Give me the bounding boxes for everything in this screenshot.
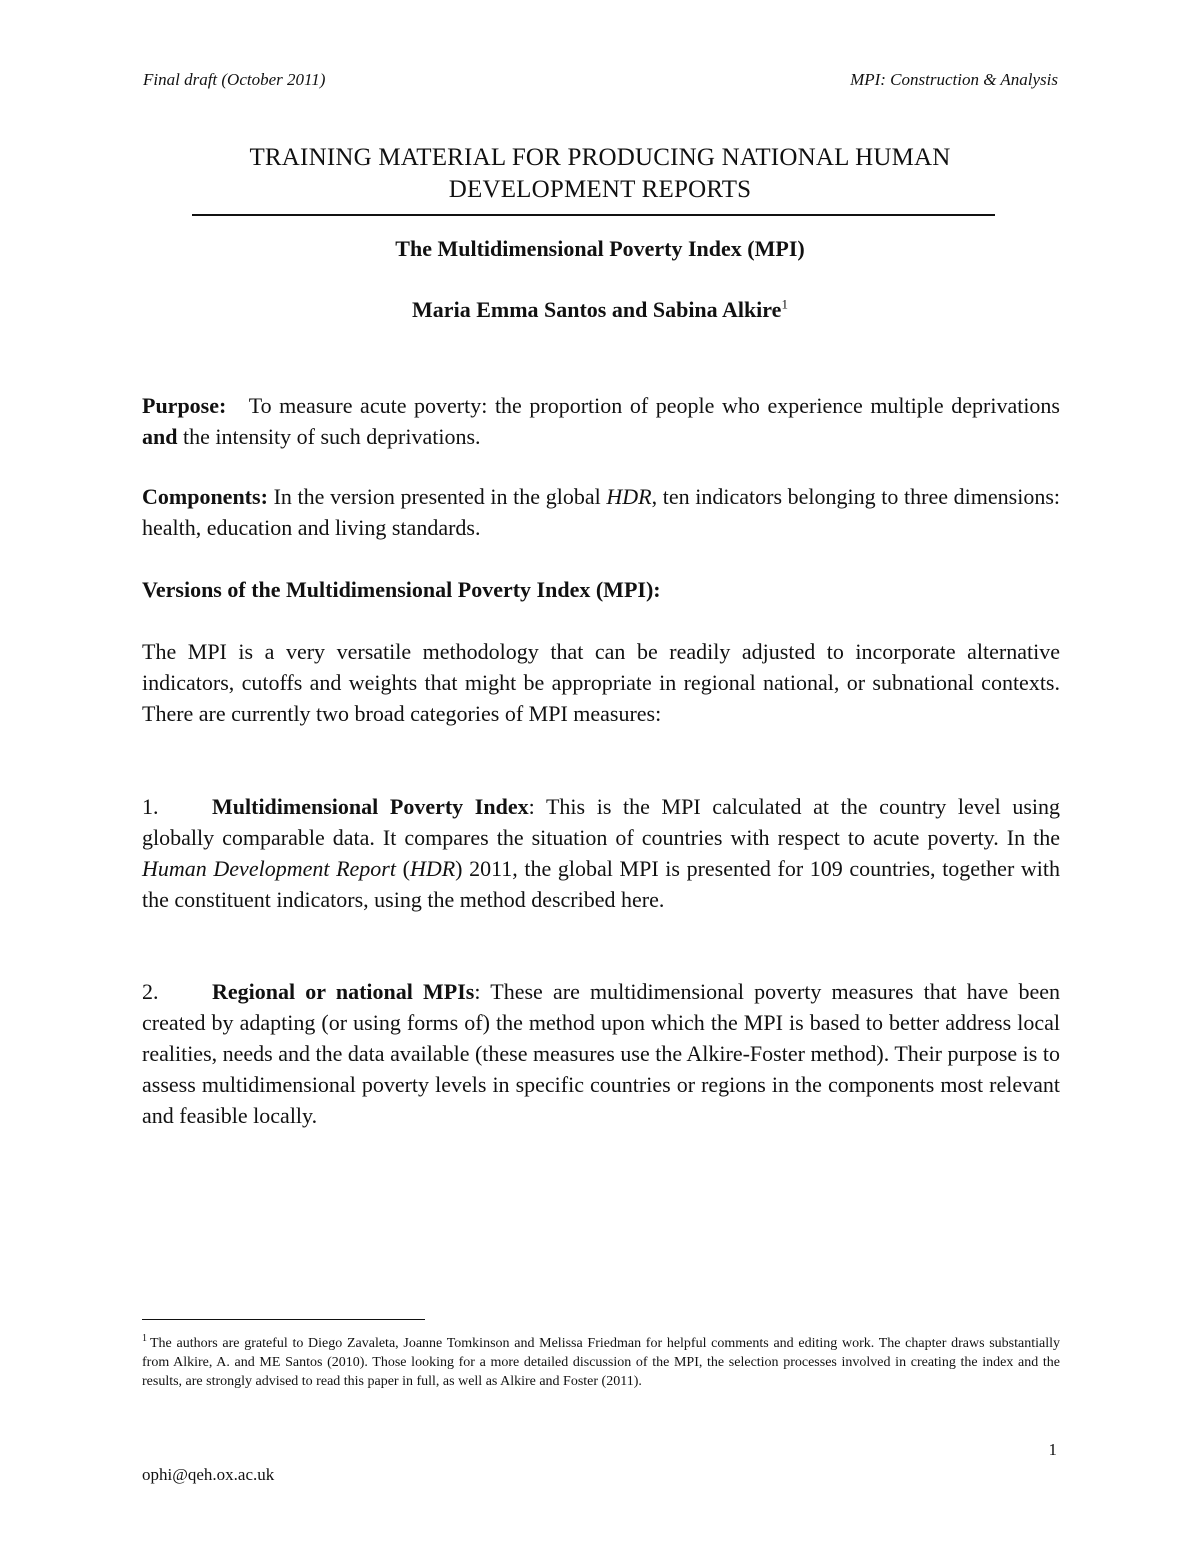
subtitle: The Multidimensional Poverty Index (MPI) (395, 236, 805, 261)
components-label: Components: (142, 484, 268, 509)
page-number: 1 (1048, 1440, 1057, 1459)
running-header-left: Final draft (October 2011) (143, 70, 326, 89)
footer-email[interactable]: ophi@qeh.ox.ac.uk (142, 1465, 275, 1484)
author-names: Maria Emma Santos and Sabina Alkire (412, 297, 782, 322)
author-footnote-ref[interactable]: 1 (781, 296, 788, 312)
list-item-italic-2: HDR (409, 856, 456, 881)
components-italic: HDR (606, 484, 652, 509)
authors (140, 297, 1060, 323)
footnote-separator (142, 1319, 425, 1320)
title-line-2: DEVELOPMENT REPORTS (448, 176, 752, 203)
title-line-1: TRAINING MATERIAL FOR PRODUCING NATIONAL HUMAN (249, 144, 951, 171)
list-item (142, 976, 1060, 1131)
document-title (140, 142, 1060, 206)
list-item-number: 1. (142, 794, 159, 819)
purpose-text-2: the intensity of such deprivations. (182, 424, 481, 449)
list-item-italic: Human Development Report (142, 856, 396, 881)
versions-heading: Versions of the Multidimensional Poverty Index (MPI): (142, 577, 661, 602)
list-item (142, 791, 1060, 915)
list-item-text: : These are multidimensional poverty measures that have been created by adapting (or using forms of) the method upon which the MPI is based to better address local realities, needs and the data available (these measures use the Alkire-Foster method). Their purpose is to assess multidimensional poverty levels in specific countries or regions in the components most relevant and feasible locally. (142, 979, 1061, 1128)
list-item-text-2: ( (402, 856, 410, 881)
footnote-text: The authors are grateful to Diego Zavaleta, Joanne Tomkinson and Melissa Friedman for helpful comments and editing work. The chapter draws substantially from Alkire, A. and ME Santos (2010). Those looking for a more detailed discussion of the MPI, the selection processes involved in creating the index and the results, are strongly advised to read this paper in full, as well as Alkire and Foster (2011). (142, 1336, 1060, 1389)
components-text-2: , ten indicators belonging to three dimensions: health, education and living standards. (142, 484, 1061, 540)
components-text-1: In the version presented in the global (273, 484, 601, 509)
title-divider (192, 214, 995, 216)
list-item-number: 2. (142, 979, 159, 1004)
purpose-text-1: To measure acute poverty: the proportion of people who experience multiple deprivations (248, 393, 1060, 418)
footnote (142, 1334, 1060, 1391)
purpose-label: Purpose: (142, 393, 227, 418)
list-item-label: Regional or national MPIs (212, 979, 475, 1004)
footnote-mark: 1 (142, 1333, 147, 1345)
purpose-bold: and (142, 424, 178, 449)
components-paragraph (142, 481, 1060, 543)
mpi-paragraph: The MPI is a very versatile methodology that can be readily adjusted to incorporate alternative indicators, cutoffs and weights that might be appropriate in regional national, or subnational contexts. There are currently two broad categories of MPI measures: (142, 639, 1060, 726)
list-item-text-1: : This is the MPI calculated at the country level using globally comparable data. It compares the situation of countries with respect to acute poverty. In the (142, 794, 1060, 850)
purpose-paragraph (142, 390, 1060, 452)
list-item-label: Multidimensional Poverty Index (212, 794, 529, 819)
list-item-text-3: ) 2011, the global MPI is presented for 109 countries, together with the constituent indicators, using the method described here. (142, 856, 1061, 912)
running-header-right: MPI: Construction & Analysis (850, 70, 1058, 89)
